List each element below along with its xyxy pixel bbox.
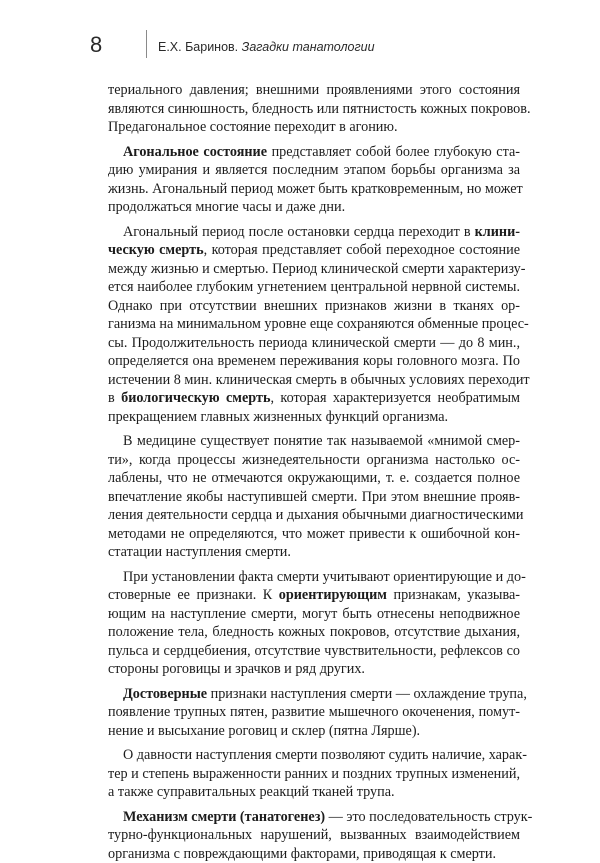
text-line: Механизм смерти (танатогенез) — это последовательность струк- (108, 808, 520, 827)
running-head-title: Загадки танатологии (242, 40, 375, 54)
term-agonal-state: Агональное состояние (123, 144, 267, 160)
paragraph-1 (108, 81, 520, 137)
text-line: стоверные ее признаки. К ориентирующим признакам, указыва- (108, 586, 520, 605)
paragraph-2 (108, 143, 520, 217)
text-line: стороны роговицы и зрачков и ряд других. (108, 660, 520, 679)
term-reliable: Достоверные (123, 686, 207, 702)
text-line: Агональное состояние представляет собой более глубокую ста- (108, 143, 520, 162)
term-orienting: ориентирующим (279, 587, 387, 603)
text-line: турно-функциональных нарушений, вызванных взаимодействием (108, 826, 520, 845)
text-line: истечении 8 мин. клиническая смерть в обычных условиях переходит (108, 371, 520, 390)
text-line: ганизма на минимальном уровне еще сохраняются обменные процес- (108, 315, 520, 334)
text-line: ющим на наступление смерти, могут быть отнесены неподвижное (108, 605, 520, 624)
text-line: ления деятельности сердца и дыхания обычными диагностическими (108, 506, 520, 525)
text-line: О давности наступления смерти позволяют судить наличие, харак- (108, 746, 520, 765)
paragraph-6 (108, 685, 520, 741)
text-line: пульса и сердцебиения, отсутствие чувствительности, рефлексов со (108, 642, 520, 661)
text-line: между жизнью и смертью. Период клинической смерти характеризу- (108, 260, 520, 279)
text-line: нение и высыхание роговиц и склер (пятна Лярше). (108, 722, 520, 741)
text-line: прекращением главных жизненных функций организма. (108, 408, 520, 427)
page-header (0, 0, 600, 60)
text-line: В медицине существует понятие так называемой «мнимой смер- (108, 432, 520, 451)
text-line: ется наиболее глубоким угнетением центральной нервной системы. (108, 278, 520, 297)
text-line: а также суправитальных реакций тканей трупа. (108, 783, 520, 802)
text-line: жизнь. Агональный период может быть кратковременным, но может (108, 180, 520, 199)
text-line: статации наступления смерти. (108, 543, 520, 562)
paragraph-7 (108, 746, 520, 802)
text-line: тер и степень выраженности ранних и поздних трупных изменений, (108, 765, 520, 784)
text-line: впечатление якобы наступившей смерти. При этом внешние прояв- (108, 488, 520, 507)
paragraph-5 (108, 568, 520, 679)
header-divider (146, 30, 147, 58)
text-line: продолжаться многие часы и даже дни. (108, 198, 520, 217)
text-line: являются синюшность, бледность или пятнистость кожных покровов. (108, 100, 520, 119)
text-line: появление трупных пятен, развитие мышечного окоченения, помут- (108, 703, 520, 722)
paragraph-8 (108, 808, 520, 863)
text-line: положение тела, бледность кожных покровов, отсутствие дыхания, (108, 623, 520, 642)
text-line: методами не определяются, что может привести к ошибочной кон- (108, 525, 520, 544)
paragraph-4 (108, 432, 520, 562)
text-line: сы. Продолжительность периода клинической смерти — до 8 мин., (108, 334, 520, 353)
text-line: лаблены, что не отмечаются окружающими, т. е. создается полное (108, 469, 520, 488)
page-number: 8 (90, 34, 102, 56)
text-line: ти», когда процессы жизнедеятельности организма настолько ос- (108, 451, 520, 470)
text-line: определяется она временем переживания коры головного мозга. По (108, 352, 520, 371)
text-line: организма с повреждающими факторами, приводящая к смерти. (108, 845, 520, 863)
text-line: Достоверные признаки наступления смерти — охлаждение трупа, (108, 685, 520, 704)
term-clinical-death: клини- (475, 224, 520, 240)
running-head (158, 41, 375, 54)
text-line: Агональный период после остановки сердца переходит в клини- (108, 223, 520, 242)
term-clinical-death: ческую смерть (108, 242, 204, 258)
term-biological-death: биологическую смерть (121, 390, 270, 406)
text-line: При установлении факта смерти учитывают ориентирующие и до- (108, 568, 520, 587)
text-line: Однако при отсутствии внешних признаков жизни в тканях ор- (108, 297, 520, 316)
text-line: териального давления; внешними проявлениями этого состояния (108, 81, 520, 100)
paragraph-3 (108, 223, 520, 427)
term-thanatogenesis: Механизм смерти (танатогенез) (123, 809, 325, 825)
text-line: дию умирания и является последним этапом борьбы организма за (108, 161, 520, 180)
body-text (108, 81, 520, 863)
text-line: Предагональное состояние переходит в агонию. (108, 118, 520, 137)
running-head-author: Е.Х. Баринов. (158, 40, 238, 54)
text-line: в биологическую смерть, которая характеризуется необратимым (108, 389, 520, 408)
text-line: ческую смерть, которая представляет собой переходное состояние (108, 241, 520, 260)
